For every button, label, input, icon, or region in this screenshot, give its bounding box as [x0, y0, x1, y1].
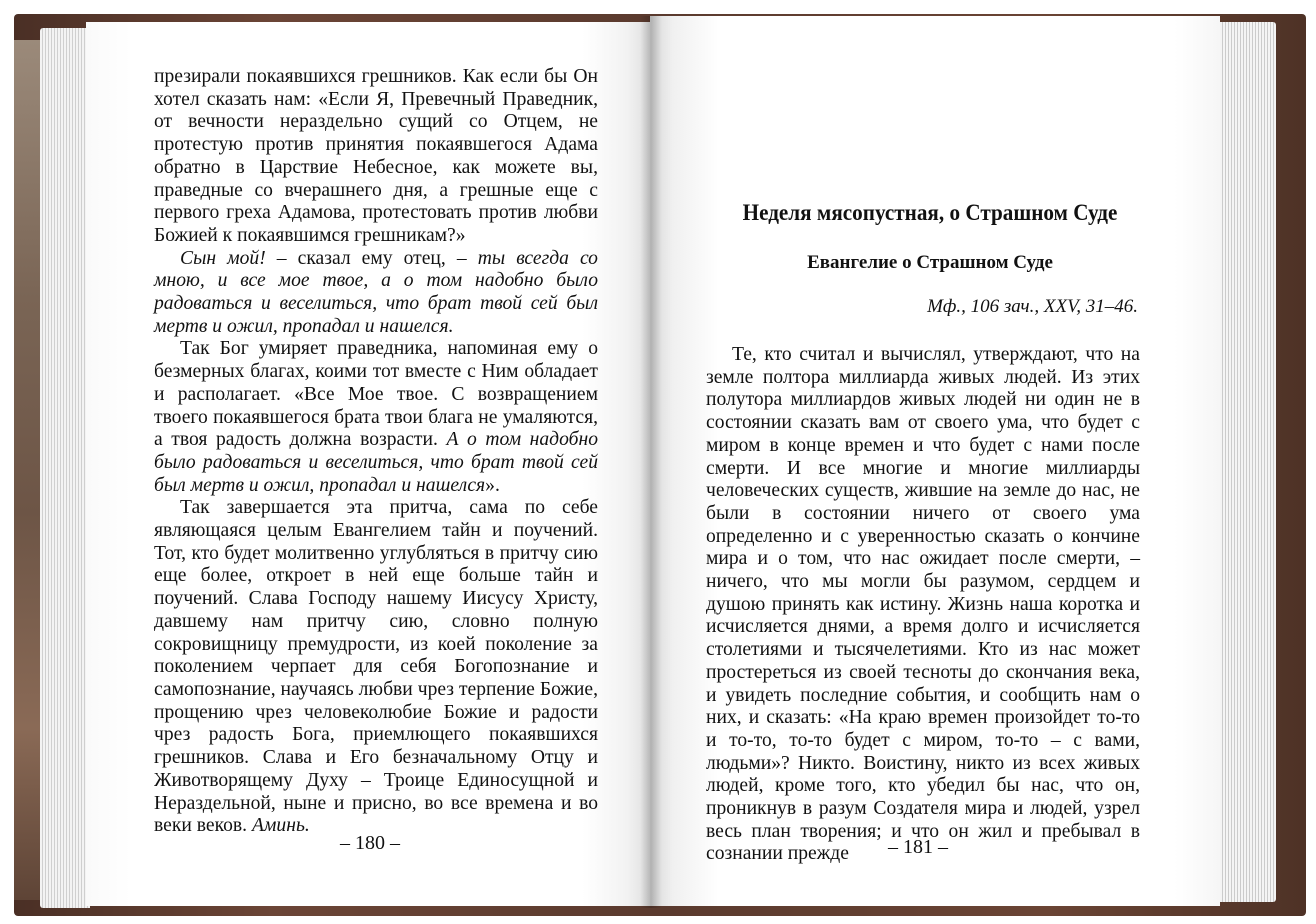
left-page-number: – 180 – [340, 832, 400, 854]
left-paragraph-3 [154, 338, 598, 497]
left-page-stack [40, 28, 90, 908]
text-segment: презирали покаявшихся грешников. Как если бы Он хотел сказать нам: «Если Я, Превечный Праведник, от вечности нераздельно сущий со Отцем, не протестую против принятия покаявшегося Адама обратно в Царствие Небесное, как можете вы, праведные со вчерашнего дня, а грешные еще с первого греха Адамова, протестовать против любви Божией к покаявшимся грешникам?» [154, 66, 598, 246]
text-segment: Так завершается эта притча, сама по себе являющаяся целым Евангелием тайн и поучений. Тот, кто будет молитвенно углубляться в притчу сию еще более, откроет в ней еще больше тайн и поучений. Слава Господу нашему Иисусу Христу, давшему нам притчу сию, словно полную сокровищницу премудрости, из коей поколение за поколением черпает для себя Богопознание и самопознание, научаясь любви чрез терпение Божие, прощению чрез человеколюбие Божие и радости чрез радость Бога, приемлющего покаявшихся грешников. Слава и Его безначальному Отцу и Животворящему Духу – Троице Единосущной и Нераздельной, ныне и присно, во все времена и во веки веков. [154, 497, 598, 837]
right-paragraph: Те, кто считал и вычислял, утверждают, что на земле полтора миллиарда живых людей. Из этих полутора миллиардов живых людей ни один не в состоянии сказать вам от своего ума, что будет с миром в конце времен и что будет с нами после смерти. И все многие и многие миллиарды человеческих существ, жившие на земле до нас, не были в состоянии ничего от своего ума определенно и с уверенностью сказать о кончине мира и о том, что нас ожидает после смерти, – ничего, что мы могли бы разумом, сердцем и душою принять как истину. Жизнь наша коротка и исчисляется днями, а время долго и исчисляется столетиями и тысячелетиями. Кто из нас может простереться из своей тесноты до скончания века, и увидеть последние события, и сообщить нам о них, и сказать: «На краю времен произойдет то-то и то-то, то-то будет с миром, то-то – с вами, людьми»? Никто. Воистину, никто из всех живых людей, кроме того, кто убедил бы нас, что он, проникнув в разум Создателя мира и людей, узрел весь план творения; и что он жил и пребывал в сознании прежде [706, 344, 1140, 865]
text-segment: Сын мой! [180, 247, 266, 269]
left-paragraph-2 [154, 248, 598, 339]
left-page-text [154, 66, 598, 838]
left-paragraph-1 [154, 66, 598, 248]
text-segment: ты всегда со мною, и все мое твое, а о том надобно было радоваться и веселиться, что брат твой сей был мертв и ожил, пропадал и нашелся. [154, 247, 598, 337]
scripture-reference: Мф., 106 зач., XXV, 31–46. [927, 296, 1138, 317]
text-segment: Аминь. [251, 815, 310, 837]
right-page-text [706, 344, 1140, 866]
text-segment: А о том надобно было радоваться и веселиться, что брат твой сей был мертв и ожил, пропадал и нашелся [154, 429, 598, 496]
chapter-title: Неделя мясопустная, о Страшном Суде [742, 200, 1118, 225]
right-page-number: – 181 – [888, 836, 948, 858]
text-segment: ». [485, 474, 500, 496]
text-segment: – сказал ему отец, – [265, 247, 478, 269]
text-segment: Так Бог умиряет праведника, напоминая ему о безмерных благах, коими тот вместе с Ним обладает и располагает. «Все Мое твое. С возвращением твоего покаявшегося брата твои блага не умаляются, а твоя радость должна возрасти. [154, 338, 598, 451]
chapter-subtitle: Евангелие о Страшном Суде [807, 252, 1053, 273]
right-page-stack [1214, 22, 1276, 902]
book-gutter [640, 16, 662, 908]
left-paragraph-4 [154, 497, 598, 838]
